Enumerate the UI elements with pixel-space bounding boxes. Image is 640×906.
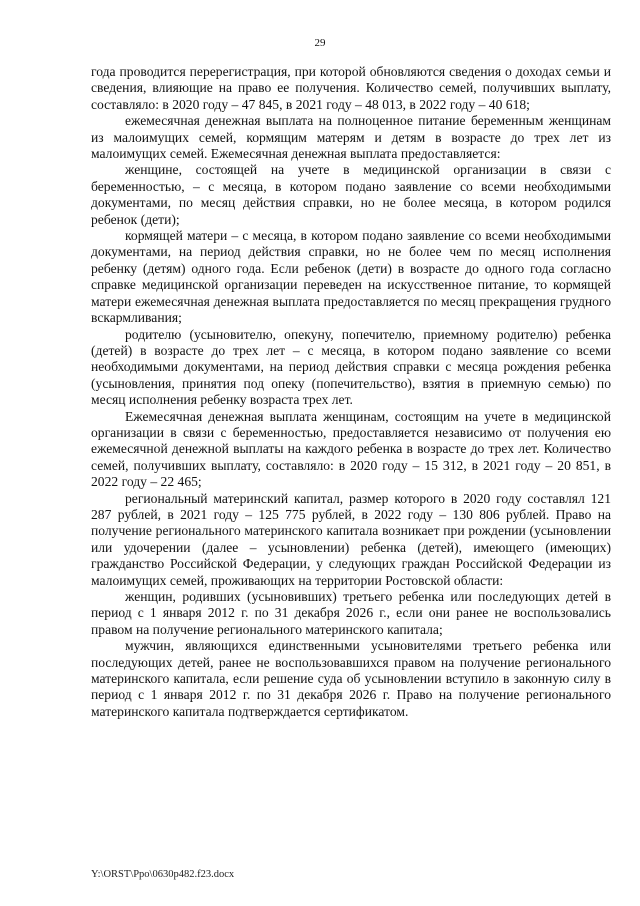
paragraph: ежемесячная денежная выплата на полноценное питание беременным женщинам из малоимущих семей, кормящим матерям и детям в возрасте до трех лет из малоимущих семей. Ежемесячная денежная выплата предоставляется:	[91, 113, 611, 162]
paragraph: мужчин, являющихся единственными усыновителями третьего ребенка или последующих детей, ранее не воспользовавшихся правом на получение регионального материнского капитала, если решение суда об усыновлении вступило в законную силу в период с 1 января 2012 г. по 31 декабря 2026 г. Право на получение регионального материнского капитала подтверждается сертификатом.	[91, 638, 611, 719]
paragraph: Ежемесячная денежная выплата женщинам, состоящим на учете в медицинской организации в связи с беременностью, предоставляется независимо от получения ею ежемесячной денежной выплаты на каждого ребенка в возрасте до трех лет. Количество семей, получивших выплату, составляло: в 2020 году – 15 312, в 2021 году – 20 851, в 2022 году – 22 465;	[91, 408, 611, 490]
paragraph: кормящей матери – с месяца, в котором подано заявление со всеми необходимыми документами, на период действия справки, но не более чем по месяц исполнения ребенку (детям) одного года. Если ребенок (дети) в возрасте до одного года согласно справке медицинской организации переведен на искусственное питание, то кормящей матери ежемесячная денежная выплата предоставляется по месяц прекращения грудного вскармливания;	[91, 228, 611, 326]
page-number: 29	[314, 37, 326, 49]
paragraph-continuation: года проводится перерегистрация, при которой обновляются сведения о доходах семьи и сведения, влияющие на право ее получения. Количество семей, получивших выплату, составляло: в 2020 году – 47 845, в 2021 году – 48 013, в 2022 году – 40 618;	[91, 64, 611, 112]
paragraph: женщине, состоящей на учете в медицинской организации в связи с беременностью, – с месяца, в котором подано заявление со всеми необходимыми документами, по месяц действия справки, но не более месяца, в котором родился ребенок (дети);	[91, 162, 611, 227]
footer-file-path: Y:\ORST\Ppo\0630p482.f23.docx	[91, 869, 235, 880]
paragraph: родителю (усыновителю, опекуну, попечителю, приемному родителю) ребенка (детей) в возрасте до трех лет – с месяца, в котором подано заявление со всеми необходимыми документами, на период действия справки с месяца рождения ребенка (усыновления, принятия под опеку (попечительство), взятия в приемную семью) по месяц исполнения ребенку возраста трех лет.	[91, 326, 611, 408]
body-text	[91, 64, 611, 720]
paragraph: женщин, родивших (усыновивших) третьего ребенка или последующих детей в период с 1 января 2012 г. по 31 декабря 2026 г., если они ранее не воспользовались правом на получение регионального материнского капитала;	[91, 589, 611, 637]
paragraph: региональный материнский капитал, размер которого в 2020 году составлял 121 287 рублей, в 2021 году – 125 775 рублей, в 2022 году – 130 806 рублей. Право на получение регионального материнского капитала возникает при рождении (усыновлении или удочерении (далее – усыновлении) ребенка (детей), имеющего (имеющих) гражданство Российской Федерации, у следующих граждан Российской Федерации из малоимущих семей, проживающих на территории Ростовской области:	[91, 490, 611, 588]
